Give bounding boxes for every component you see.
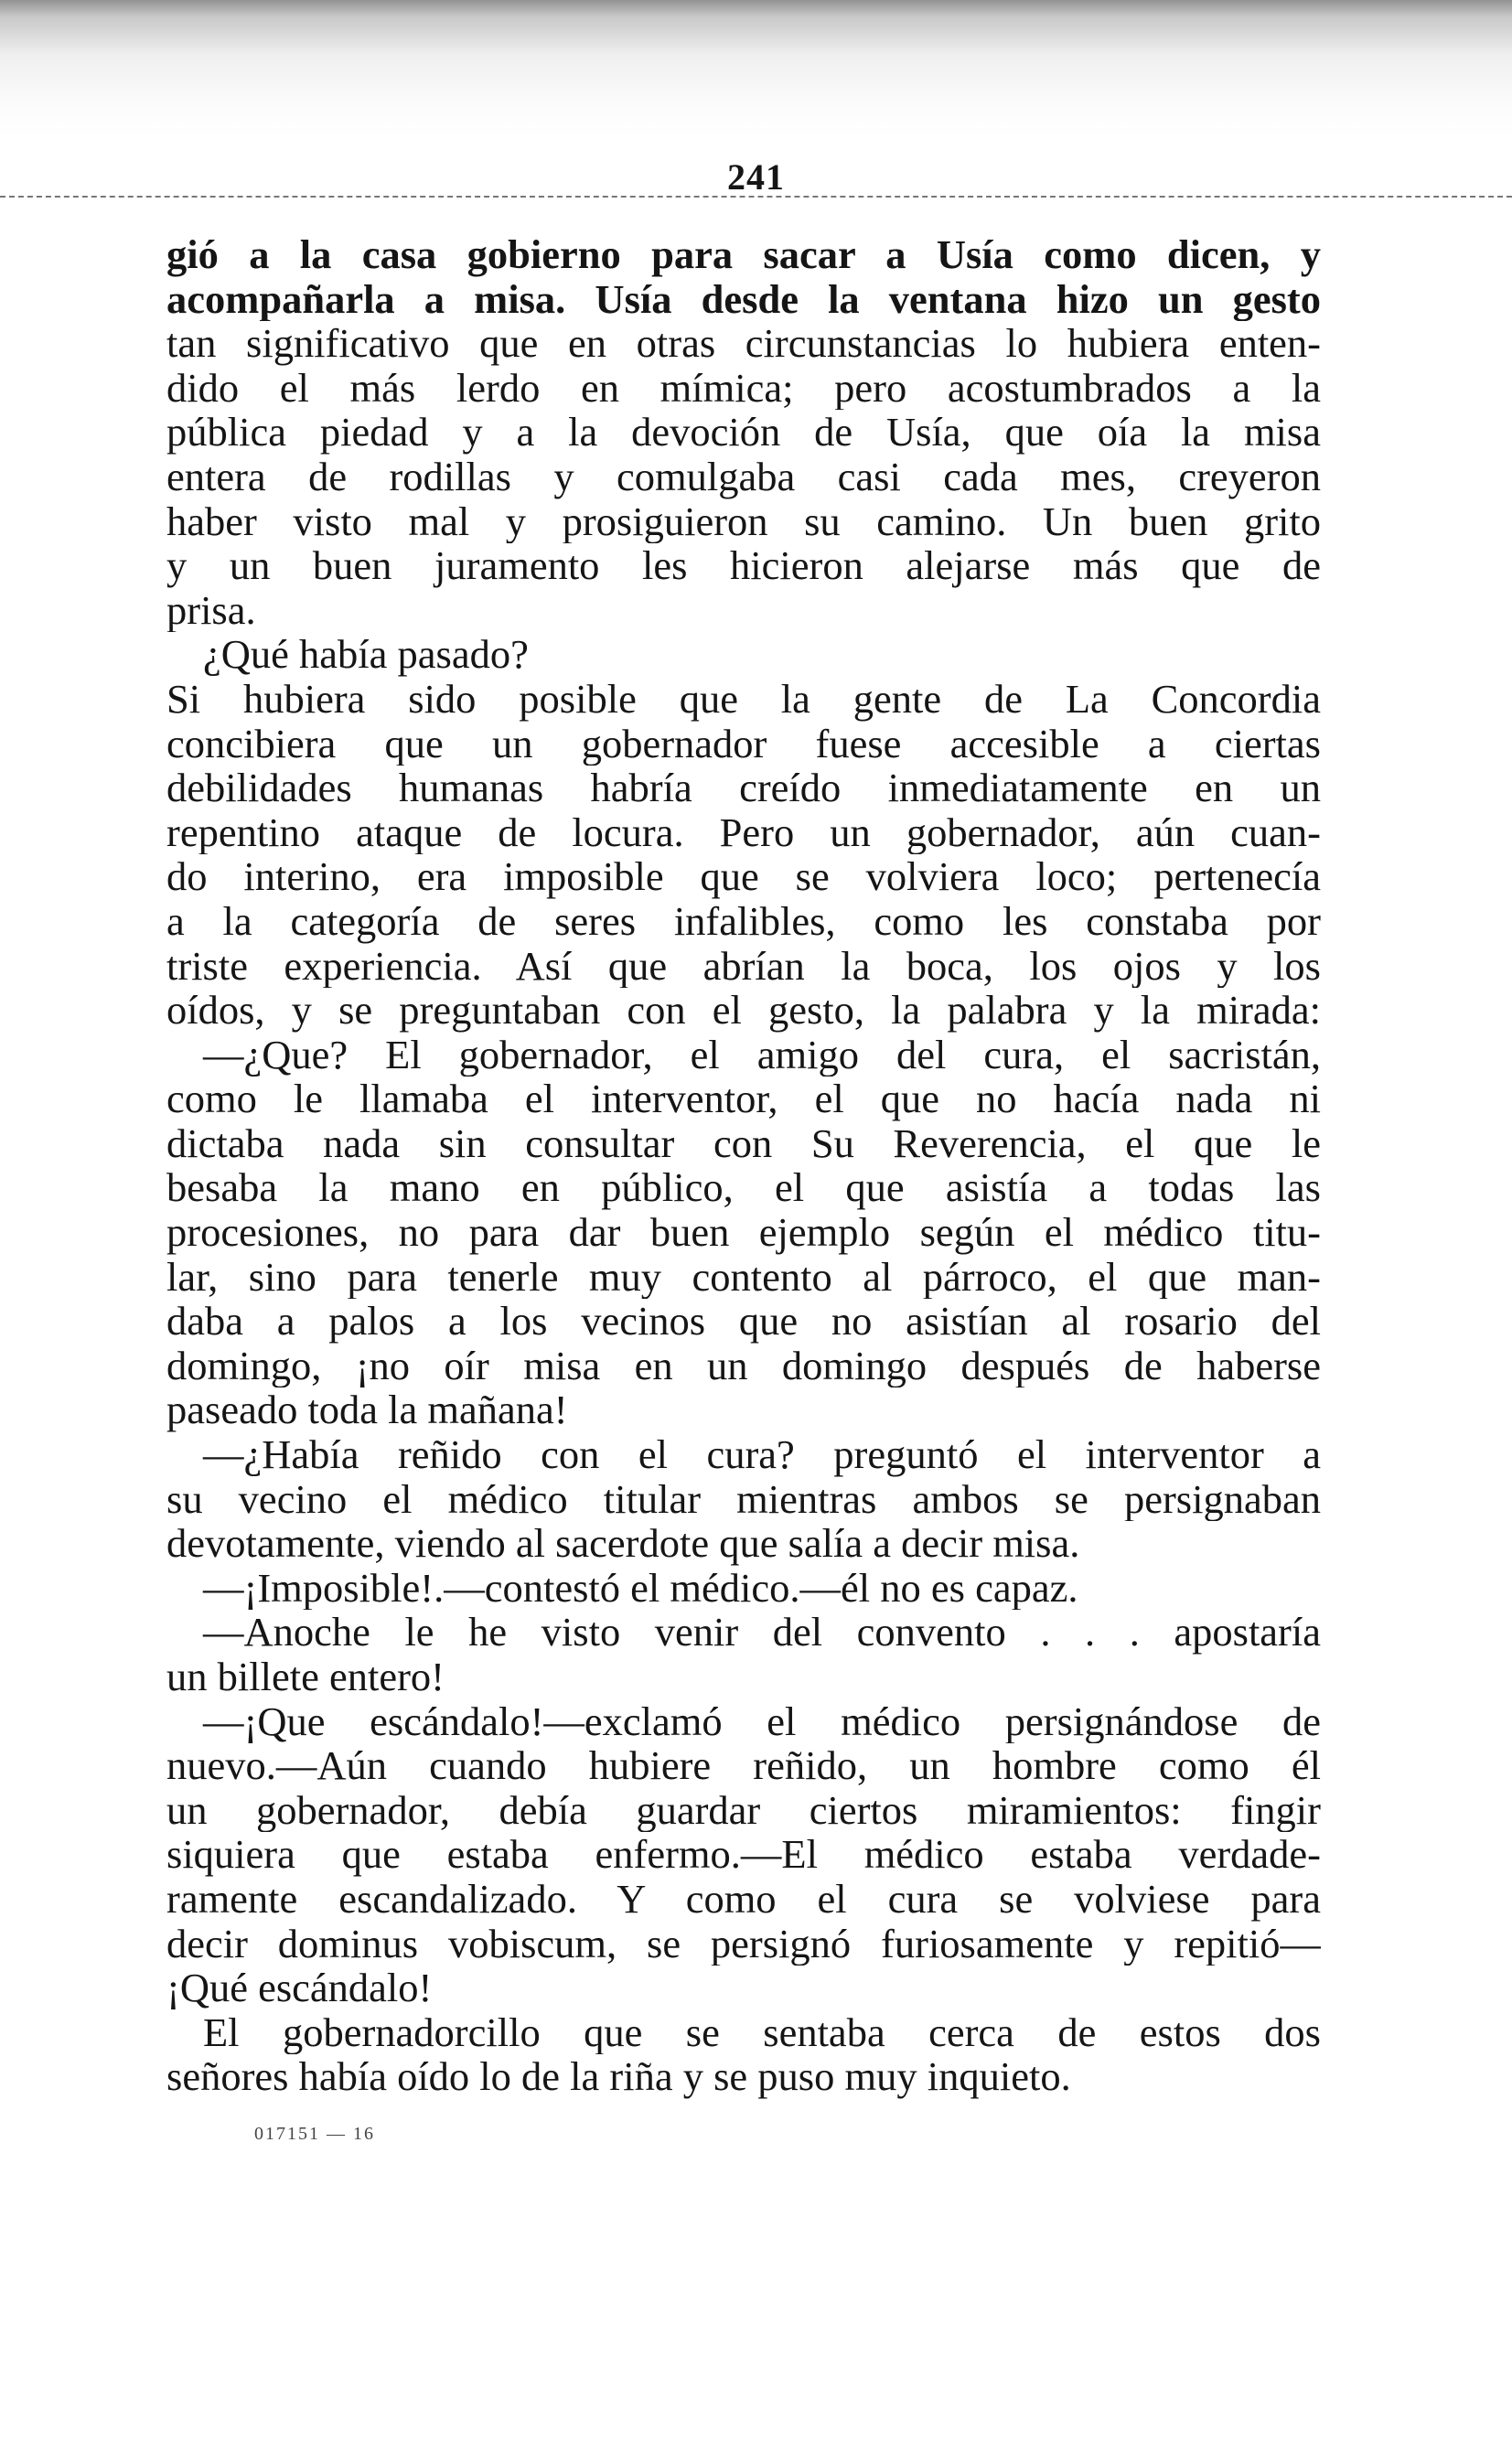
text-line: como le llamaba el interventor, el que no hacía nada ni [166,1077,1321,1121]
text-line: lar, sino para tenerle muy contento al párroco, el que man- [166,1254,1321,1300]
text-line: El gobernadorcillo que se sentaba cerca de estos dos [203,2009,1321,2055]
printer-mark: 017151 — 16 [254,2124,375,2144]
text-line: dictaba nada sin consultar con Su Reverencia, el que le [166,1120,1321,1166]
text-line: dido el más lerdo en mímica; pero acostumbrados a la [166,365,1321,411]
text-line: siquiera que estaba enfermo.—El médico estaba verdade- [166,1832,1321,1877]
text-line: un billete entero! [166,1655,445,1699]
text-line: señores había oído lo de la riña y se puso muy inquieto. [166,2054,1071,2099]
text-line: —¡Imposible!.—contestó el médico.—él no es capaz. [203,1565,1078,1611]
text-line: paseado toda la mañana! [166,1387,568,1433]
text-line: entera de rodillas y comulgaba casi cada mes, creyeron [166,454,1321,499]
text-line: procesiones, no para dar buen ejemplo según el médico titu- [166,1210,1321,1255]
text-line: gió a la casa gobierno para sacar a Usía como dicen, y [166,232,1321,277]
text-line: decir dominus vobiscum, se persignó furiosamente y repitió— [166,1921,1321,1966]
text-line: tan significativo que en otras circunstancias lo hubiera enten- [166,321,1321,366]
text-line: nuevo.—Aún cuando hubiere reñido, un hombre como él [166,1743,1321,1788]
text-line: daba a palos a los vecinos que no asistían al rosario del [166,1299,1321,1344]
text-line: pública piedad y a la devoción de Usía, que oía la misa [166,410,1321,455]
text-line: —Anoche le he visto venir del convento . . . apostaría [203,1610,1321,1655]
text-line: haber visto mal y prosiguieron su camino. Un buen grito [166,498,1321,544]
text-line: a la categoría de seres infalibles, como les constaba por [166,898,1321,944]
text-line: —¿Que? El gobernador, el amigo del cura, el sacristán, [203,1032,1321,1077]
text-line: oídos, y se preguntaban con el gesto, la palabra y la mirada: [166,988,1321,1033]
text-line: debilidades humanas habría creído inmediatamente en un [166,766,1321,810]
body-text [166,232,1321,2099]
scan-shadow [0,0,1512,137]
text-line: ¿Qué había pasado? [203,632,529,677]
text-line: ramente escandalizado. Y como el cura se volviese para [166,1876,1321,1922]
header-rule [0,196,1512,198]
text-line: domingo, ¡no oír misa en un domingo después de haberse [166,1343,1321,1388]
text-line: prisa. [166,587,256,633]
text-line: ¡Qué escándalo! [166,1966,433,2010]
text-line: do interino, era imposible que se volviera loco; pertenecía [166,854,1321,899]
text-line: y un buen juramento les hicieron alejarse más que de [166,543,1321,588]
text-line: triste experiencia. Así que abrían la boca, los ojos y los [166,943,1321,989]
text-line: —¡Que escándalo!—exclamó el médico persignándose de [203,1698,1321,1744]
text-line: Si hubiera sido posible que la gente de La Concordia [166,676,1321,722]
text-line: acompañarla a misa. Usía desde la ventana hizo un gesto [166,276,1321,322]
text-line: su vecino el médico titular mientras ambos se persignaban [166,1476,1321,1522]
page-number: 241 [727,156,785,198]
text-line: —¿Había reñido con el cura? preguntó el interventor a [203,1432,1321,1477]
text-line: repentino ataque de locura. Pero un gobernador, aún cuan- [166,809,1321,855]
text-line: devotamente, viendo al sacerdote que salía a decir misa. [166,1521,1080,1566]
text-line: concibiera que un gobernador fuese accesible a ciertas [166,721,1321,766]
text-line: un gobernador, debía guardar ciertos miramientos: fingir [166,1787,1321,1833]
text-line: besaba la mano en público, el que asistía a todas las [166,1165,1321,1211]
